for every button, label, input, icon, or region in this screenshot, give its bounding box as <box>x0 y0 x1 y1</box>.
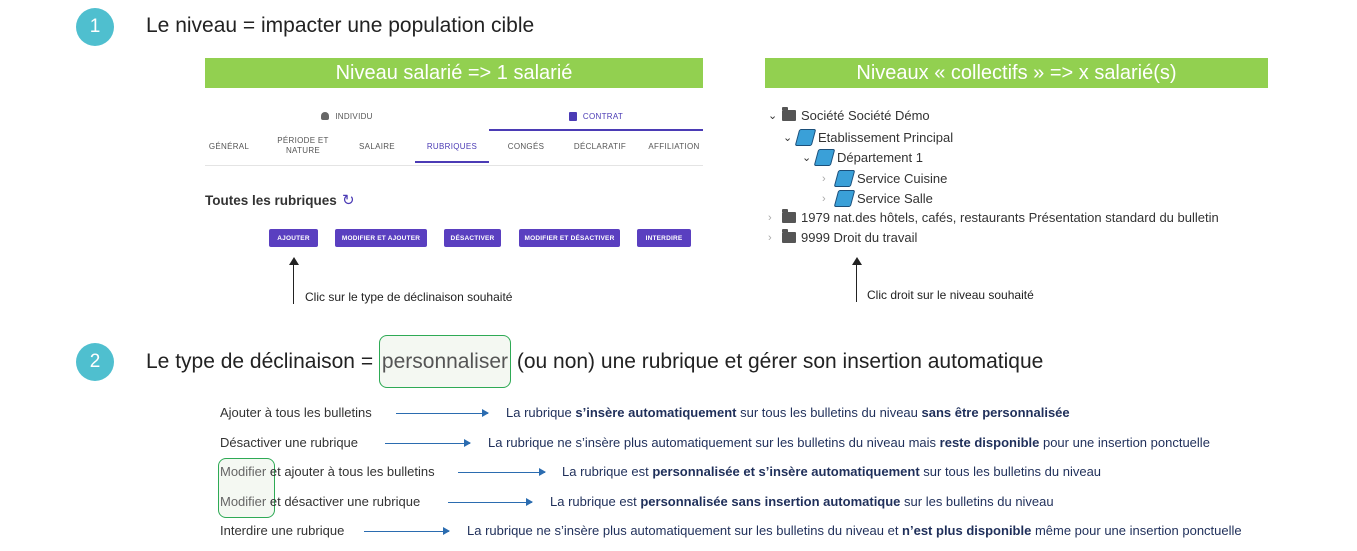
right-pointer-line <box>856 262 857 302</box>
def-emphasis: s’insère automatiquement <box>575 405 737 420</box>
tab-individu[interactable] <box>205 103 489 129</box>
def-text: sur tous les bulletins du niveau <box>919 464 1102 479</box>
def-arrow-4 <box>448 502 532 503</box>
chevron-down-icon[interactable]: ⌄ <box>768 110 778 122</box>
book-icon <box>834 190 856 207</box>
step-2-heading-post: (ou non) une rubrique et gérer son insertion automatique <box>511 350 1044 373</box>
def-left-5 <box>220 523 344 538</box>
def-text: La rubrique ne s’insère plus automatiquement sur les bulletins du niveau et <box>467 523 903 538</box>
contract-tabs-panel <box>205 103 703 165</box>
tree-item-societe[interactable] <box>768 108 930 123</box>
tree-item-service-salle[interactable] <box>822 190 933 207</box>
def-emphasis: personnalisée et s’insère automatiquement <box>652 464 920 479</box>
tree-item-service-cuisine[interactable] <box>822 170 947 187</box>
def-text: même pour une insertion ponctuelle <box>1031 523 1242 538</box>
def-right-5 <box>467 523 1242 538</box>
right-caption: Clic droit sur le niveau souhaité <box>867 288 1034 302</box>
modifier-et-ajouter-button[interactable]: MODIFIER ET AJOUTER <box>335 229 427 247</box>
chevron-right-icon[interactable]: › <box>822 172 826 185</box>
tree-item-9999[interactable] <box>768 230 917 245</box>
def-emphasis: sans être personnalisée <box>921 405 1070 420</box>
tree-item-label: 9999 Droit du travail <box>801 230 918 245</box>
def-text: La rubrique ne s’insère plus automatiquement sur les bulletins du niveau mais <box>488 435 940 450</box>
book-icon <box>795 129 817 146</box>
step-1-heading: Le niveau = impacter une population cible <box>146 14 535 37</box>
book-icon <box>834 170 856 187</box>
tree-item-label: Etablissement Principal <box>818 130 954 145</box>
tab-conges[interactable]: CONGÉS <box>507 142 545 151</box>
def-text: La rubrique est <box>550 494 641 509</box>
def-text: pour une insertion ponctuelle <box>1039 435 1210 450</box>
def-text: La rubrique est <box>562 464 653 479</box>
def-arrow-5 <box>364 531 449 532</box>
right-pointer-arrow-icon <box>852 257 862 265</box>
left-banner: Niveau salarié => 1 salarié <box>205 58 703 88</box>
def-left-text: Désactiver une rubrique <box>220 435 359 450</box>
def-emphasis: n’est plus disponible <box>902 523 1032 538</box>
tree-item-label: Société Société Démo <box>801 108 930 123</box>
tree-item-label: Département 1 <box>837 150 923 165</box>
folder-icon <box>782 110 796 121</box>
def-arrow-3 <box>458 472 545 473</box>
left-caption: Clic sur le type de déclinaison souhaité <box>305 290 513 304</box>
tab-individu-label: INDIVIDU <box>335 111 373 121</box>
def-left-highlight: Modifier <box>220 464 267 479</box>
def-arrow-2 <box>385 443 470 444</box>
tab-salaire[interactable]: SALAIRE <box>359 142 395 151</box>
tree-item-label: Service Salle <box>857 191 933 206</box>
def-right-4 <box>550 494 1054 509</box>
step-1-badge: 1 <box>76 8 114 46</box>
def-emphasis: personnalisée sans insertion automatique <box>640 494 901 509</box>
def-right-2 <box>488 435 1210 450</box>
def-left-highlight: Modifier <box>220 494 267 509</box>
def-left-text: Interdire une rubrique <box>220 523 345 538</box>
left-pointer-line <box>293 262 294 304</box>
folder-icon <box>782 232 796 243</box>
tab-contrat[interactable] <box>489 103 703 131</box>
step-2-badge: 2 <box>76 343 114 381</box>
def-left-3 <box>220 464 435 479</box>
chevron-right-icon[interactable]: › <box>822 192 826 205</box>
section-title: Toutes les rubriques <box>205 193 337 208</box>
interdire-button[interactable]: INTERDIRE <box>637 229 691 247</box>
def-left-text: Ajouter à tous les bulletins <box>220 405 372 420</box>
desactiver-button[interactable]: DÉSACTIVER <box>444 229 501 247</box>
step-2-heading-pre: Le type de déclinaison = <box>146 350 379 373</box>
def-text: La rubrique <box>506 405 576 420</box>
chevron-right-icon[interactable]: › <box>768 231 772 244</box>
tab-affiliation[interactable]: AFFILIATION <box>648 142 700 151</box>
def-left-2 <box>220 435 358 450</box>
chevron-right-icon[interactable]: › <box>768 211 772 224</box>
tab-periode-nature[interactable]: PÉRIODE ET NATURE <box>277 136 329 155</box>
tree-item-1979[interactable] <box>768 210 1219 225</box>
tree-item-departement[interactable] <box>802 149 923 166</box>
chevron-down-icon[interactable]: ⌄ <box>802 152 812 164</box>
chevron-down-icon[interactable]: ⌄ <box>783 132 793 144</box>
step-2-heading <box>146 350 1043 374</box>
tab-contrat-label: CONTRAT <box>582 111 624 121</box>
def-left-4 <box>220 494 420 509</box>
refresh-icon[interactable]: ↻ <box>342 192 355 209</box>
person-icon <box>321 112 329 120</box>
def-emphasis: reste disponible <box>939 435 1040 450</box>
def-left-text: et ajouter à tous les bulletins <box>266 464 435 479</box>
tab-rubriques[interactable]: RUBRIQUES <box>415 133 489 163</box>
modifier-et-desactiver-button[interactable]: MODIFIER ET DÉSACTIVER <box>519 229 620 247</box>
def-text: sur tous les bulletins du niveau <box>736 405 922 420</box>
tree-item-label: 1979 nat.des hôtels, cafés, restaurants Présentation standard du bulletin <box>801 210 1219 225</box>
def-right-3 <box>562 464 1101 479</box>
left-pointer-arrow-icon <box>289 257 299 265</box>
tab-declaratif[interactable]: DÉCLARATIF <box>573 142 627 151</box>
def-right-1 <box>506 405 1070 420</box>
def-text: sur les bulletins du niveau <box>900 494 1054 509</box>
def-arrow-1 <box>396 413 488 414</box>
highlight-personnaliser: personnaliser <box>379 335 511 388</box>
tree-item-etablissement[interactable] <box>783 129 953 146</box>
tab-general[interactable]: GÉNÉRAL <box>208 142 250 151</box>
ajouter-button[interactable]: AJOUTER <box>269 229 318 247</box>
tab-divider <box>205 165 703 166</box>
def-left-1 <box>220 405 372 420</box>
book-icon <box>814 149 836 166</box>
right-banner: Niveaux « collectifs » => x salarié(s) <box>765 58 1268 88</box>
folder-icon <box>782 212 796 223</box>
tree-item-label: Service Cuisine <box>857 171 948 186</box>
document-icon <box>569 112 577 121</box>
def-left-text: et désactiver une rubrique <box>266 494 421 509</box>
